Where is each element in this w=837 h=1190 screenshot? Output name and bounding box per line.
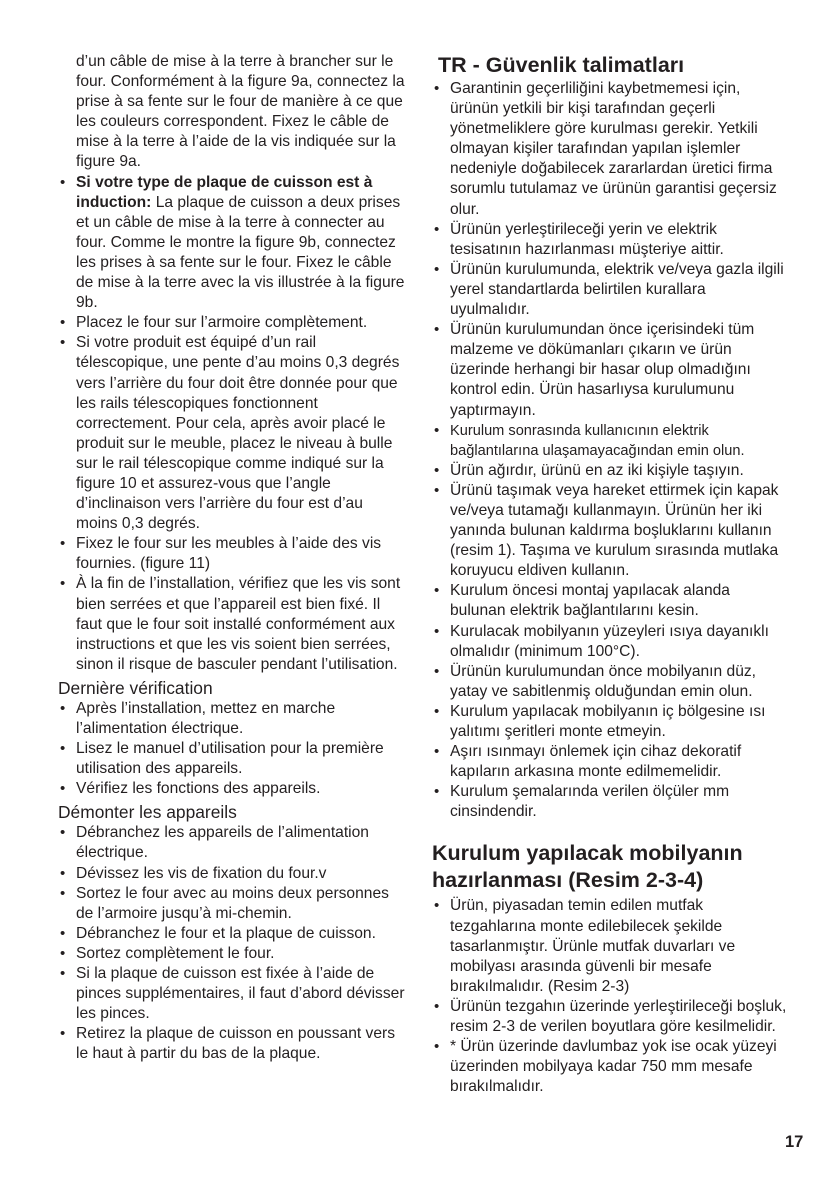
list-item: • Si votre type de plaque de cuisson est à induction: La plaque de cuisson a deux prises et un câble de mise à la terre à connecter au four. Comme le montre la figure 9b, connectez les prises à sa fente sur le four. Fixez le câble de mise à la terre avec la vis illustrée à la figure 9b. [58, 173, 408, 314]
list-item: • Kurulum şemalarında verilen ölçüler mm cinsindendir. [432, 782, 787, 822]
list-item: • Ürünün kurulumunda, elektrik ve/veya gazla ilgili yerel standartlarda belirtilen kurallara uyulmalıdır. [432, 260, 787, 320]
list-item: • Si la plaque de cuisson est fixée à l’aide de pinces supplémentaires, il faut d’abord dévisser les pinces. [58, 964, 408, 1024]
list-item: • Si votre produit est équipé d’un rail télescopique, une pente d’au moins 0,3 degrés vers l’arrière du four doit être donnée pour que les rails télescopiques fonctionnent correctement. Pour cela, après avoir placé le produit sur le meuble, placez le niveau à bulle sur le rail télescopique comme indiqué sur la figure 10 et assurez-vous que l’angle d’inclinaison vers l’arrière du four est d’au moins 0,3 degrés. [58, 333, 408, 534]
list-item: • Ürün, piyasadan temin edilen mutfak tezgahlarına monte edilebilecek şekilde tasarlanmıştır. Ürünle mutfak duvarları ve mobilyası arasında güvenli bir mesafe bırakılmalıdır. (Resim 2-3) [432, 896, 787, 996]
list-item: • Fixez le four sur les meubles à l’aide des vis fournies. (figure 11) [58, 534, 408, 574]
list-item: • Débranchez le four et la plaque de cuisson. [58, 924, 408, 944]
list-item: • Ürünün kurulumundan önce içerisindeki tüm malzeme ve dökümanları çıkarın ve ürün üzerinde herhangi bir hasar olup olmadığını kontrol edin. Ürün hasarlıysa kurulumunu yaptırmayın. [432, 320, 787, 420]
list-item: • Kurulacak mobilyanın yüzeyleri ısıya dayanıklı olmalıdır (minimum 100°C). [432, 622, 787, 662]
list-item: • Kurulum öncesi montaj yapılacak alanda bulunan elektrik bağlantılarını kesin. [432, 581, 787, 621]
list-item: • Kurulum yapılacak mobilyanın iç bölgesine ısı yalıtımı şeritleri monte etmeyin. [432, 702, 787, 742]
list-item: • Débranchez les appareils de l’alimentation électrique. [58, 823, 408, 863]
heading-mobilya-hazirlanmasi: Kurulum yapılacak mobilyanın hazırlanması (Resim 2-3-4) [432, 841, 743, 893]
list-item: • Retirez la plaque de cuisson en poussant vers le haut à partir du bas de la plaque. [58, 1024, 408, 1064]
installation-list [58, 173, 408, 675]
page-number: 17 [785, 1133, 804, 1151]
list-item: • Sortez le four avec au moins deux personnes de l’armoire jusqu’à mi-chemin. [58, 884, 408, 924]
heading-tr-guvenlik: TR - Güvenlik talimatları [438, 53, 685, 77]
list-item: • Après l’installation, mettez en marche l’alimentation électrique. [58, 699, 408, 739]
mobilya-list [432, 896, 787, 1097]
heading-demonter: Démonter les appareils [58, 802, 237, 823]
list-item: • Ürün ağırdır, ürünü en az iki kişiyle taşıyın. [432, 461, 787, 481]
right-column [432, 52, 787, 1097]
heading-derniere-verification: Dernière vérification [58, 677, 213, 698]
induction-lead: Si votre type de plaque de cuisson est à induction: [76, 173, 373, 211]
list-item: • Placez le four sur l’armoire complètement. [58, 313, 408, 333]
list-item: • Garantinin geçerliliğini kaybetmemesi için, ürünün yetkili bir kişi tarafından geçerli yönetmeliklere göre kurulması gerekir. Yetkili olmayan kişiler tarafından yapılan işlemler nedeniyle doğabilecek zararlardan üretici firma sorumlu tutulamaz ve ürünün garantisi geçersiz olur. [432, 79, 787, 220]
list-item: • Aşırı ısınmayı önlemek için cihaz dekoratif kapıların arkasına monte edilmemelidir. [432, 742, 787, 782]
list-item: • Ürünü taşımak veya hareket ettirmek için kapak ve/veya tutamağı kullanmayın. Ürünün her iki yanında bulunan kaldırma boşluklarını kullanın (resim 1). Taşıma ve kurulum sırasında mutlaka koruyucu eldiven kullanın. [432, 481, 787, 581]
list-item: • Ürünün yerleştirileceği yerin ve elektrik tesisatının hazırlanması müşteriye aittir. [432, 220, 787, 260]
list-item: • Dévissez les vis de fixation du four.v [58, 864, 408, 884]
list-item: • Vérifiez les fonctions des appareils. [58, 779, 408, 799]
list-item: • Kurulum sonrasında kullanıcının elektrik bağlantılarına ulaşamayacağından emin olun. [432, 421, 787, 461]
verification-list [58, 699, 408, 799]
list-item: • Sortez complètement le four. [58, 944, 408, 964]
left-column [58, 52, 408, 1065]
list-item: • Lisez le manuel d’utilisation pour la première utilisation des appareils. [58, 739, 408, 779]
list-item: • À la fin de l’installation, vérifiez que les vis sont bien serrées et que l’appareil est bien fixé. Il faut que le four soit installé conformément aux instructions et que les vis soient bien serrées, sinon il risque de basculer pendant l’utilisation. [58, 574, 408, 674]
continuation-paragraph: d’un câble de mise à la terre à brancher sur le four. Conformément à la figure 9a, connectez la prise à sa fente sur le four de manière à ce que les couleurs correspondent. Fixez le câble de mise à la terre à l’aide de la vis indiquée sur la figure 9a. [76, 53, 405, 171]
guvenlik-list [432, 79, 787, 822]
list-item: • Ürünün kurulumundan önce mobilyanın düz, yatay ve sabitlenmiş olduğundan emin olun. [432, 662, 787, 702]
list-item: • Ürünün tezgahın üzerinde yerleştirileceği boşluk, resim 2-3 de verilen boyutlara göre kesilmelidir. [432, 997, 787, 1037]
demonter-list [58, 823, 408, 1064]
list-item: • * Ürün üzerinde davlumbaz yok ise ocak yüzeyi üzerinden mobilyaya kadar 750 mm mesafe bırakılmalıdır. [432, 1037, 787, 1097]
